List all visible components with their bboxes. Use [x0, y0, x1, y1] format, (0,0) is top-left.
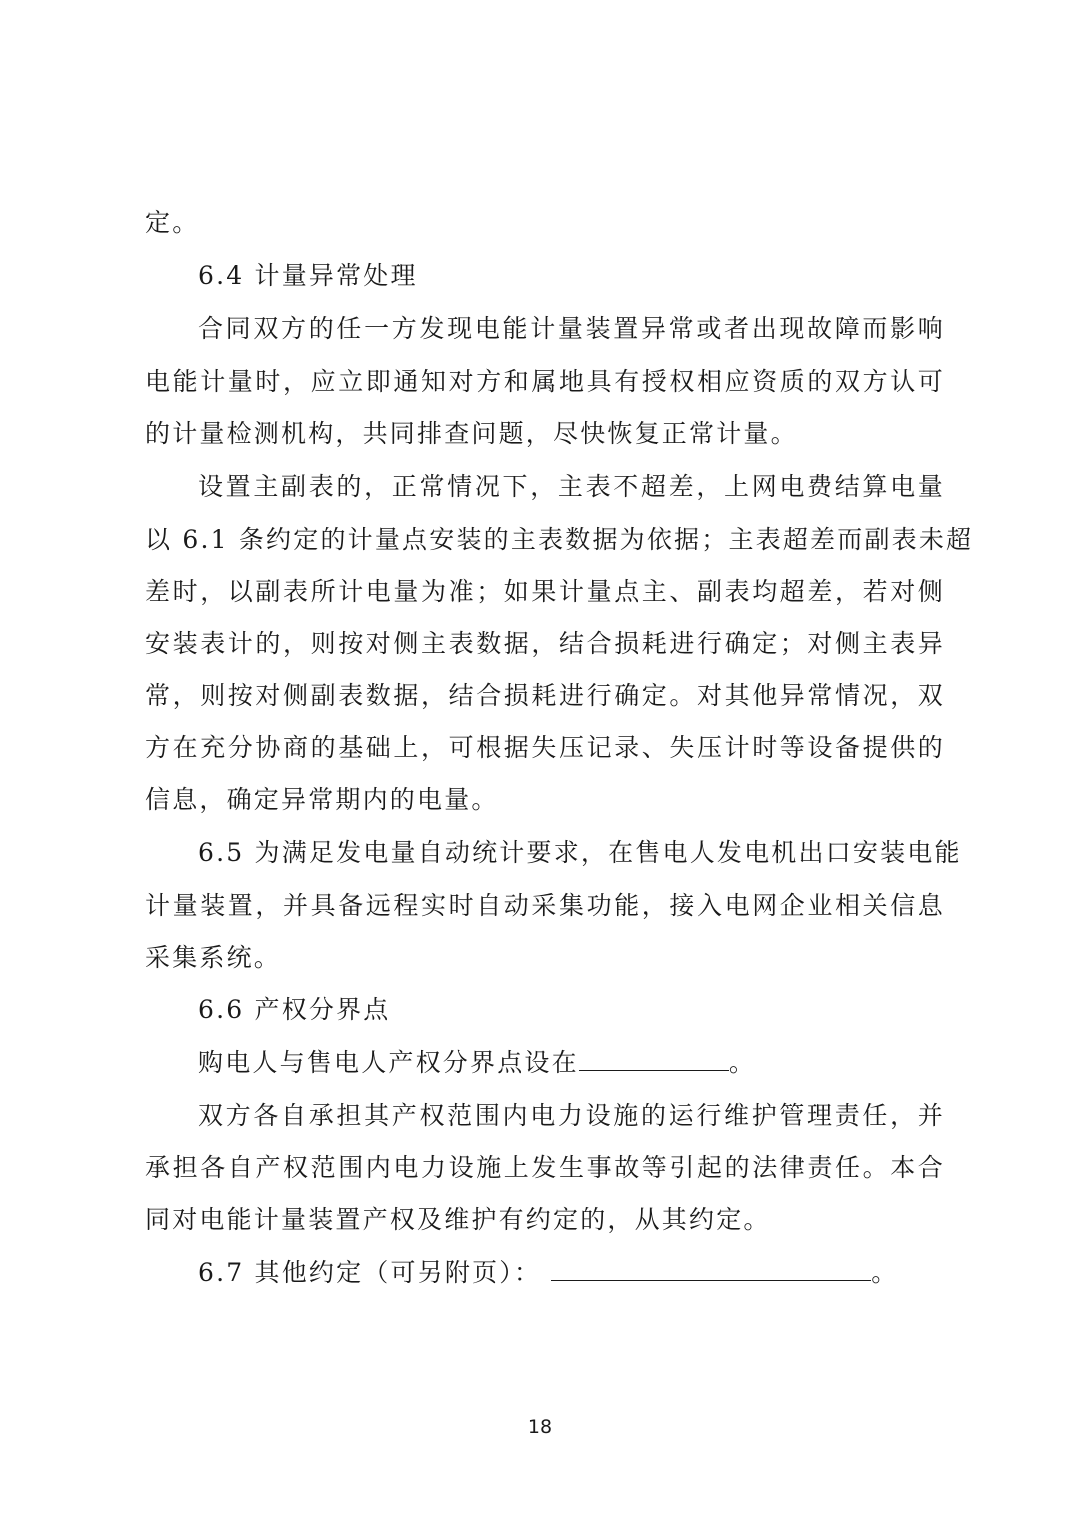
paragraph-line: 的计量检测机构，共同排查问题，尽快恢复正常计量。	[145, 419, 798, 448]
paragraph-line: 合同双方的任一方发现电能计量装置异常或者出现故障而影响	[198, 314, 945, 343]
other-agreements-label: 6.7 其他约定（可另附页）：	[198, 1258, 542, 1287]
section-heading-6-4: 6.4 计量异常处理	[198, 261, 418, 290]
paragraph-line: 差时，以副表所计电量为准；如果计量点主、副表均超差，若对侧	[145, 577, 945, 606]
other-agreements-blank-field[interactable]	[551, 1254, 871, 1281]
boundary-point-label: 购电人与售电人产权分界点设在	[198, 1048, 579, 1077]
paragraph-line: 采集系统。	[145, 943, 282, 972]
boundary-point-line	[198, 1043, 945, 1083]
paragraph-line: 安装表计的，则按对侧主表数据，结合损耗进行确定；对侧主表异	[145, 629, 945, 658]
other-agreements-line	[198, 1253, 945, 1293]
paragraph-line: 设置主副表的，正常情况下，主表不超差，上网电费结算电量	[198, 472, 945, 501]
page-number: 18	[527, 1416, 553, 1438]
paragraph-line: 信息，确定异常期内的电量。	[145, 785, 499, 814]
period: 。	[871, 1258, 899, 1287]
section-paragraph-6-5: 6.5 为满足发电量自动统计要求，在售电人发电机出口安装电能	[198, 838, 962, 867]
boundary-point-blank-field[interactable]	[579, 1044, 729, 1071]
paragraph-line: 双方各自承担其产权范围内电力设施的运行维护管理责任，并	[198, 1101, 945, 1130]
section-heading-6-6: 6.6 产权分界点	[198, 995, 391, 1024]
paragraph-line: 电能计量时，应立即通知对方和属地具有授权相应资质的双方认可	[145, 367, 945, 396]
paragraph-line: 计量装置，并具备远程实时自动采集功能，接入电网企业相关信息	[145, 891, 945, 920]
period: 。	[728, 1048, 757, 1077]
paragraph-line: 定。	[145, 208, 200, 237]
paragraph-line: 以 6.1 条约定的计量点安装的主表数据为依据；主表超差而副表未超	[145, 525, 974, 554]
paragraph-line: 承担各自产权范围内电力设施上发生事故等引起的法律责任。本合	[145, 1153, 945, 1182]
paragraph-line: 同对电能计量装置产权及维护有约定的，从其约定。	[145, 1205, 771, 1234]
paragraph-line: 方在充分协商的基础上，可根据失压记录、失压计时等设备提供的	[145, 733, 945, 762]
paragraph-line: 常，则按对侧副表数据，结合损耗进行确定。对其他异常情况，双	[145, 681, 945, 710]
